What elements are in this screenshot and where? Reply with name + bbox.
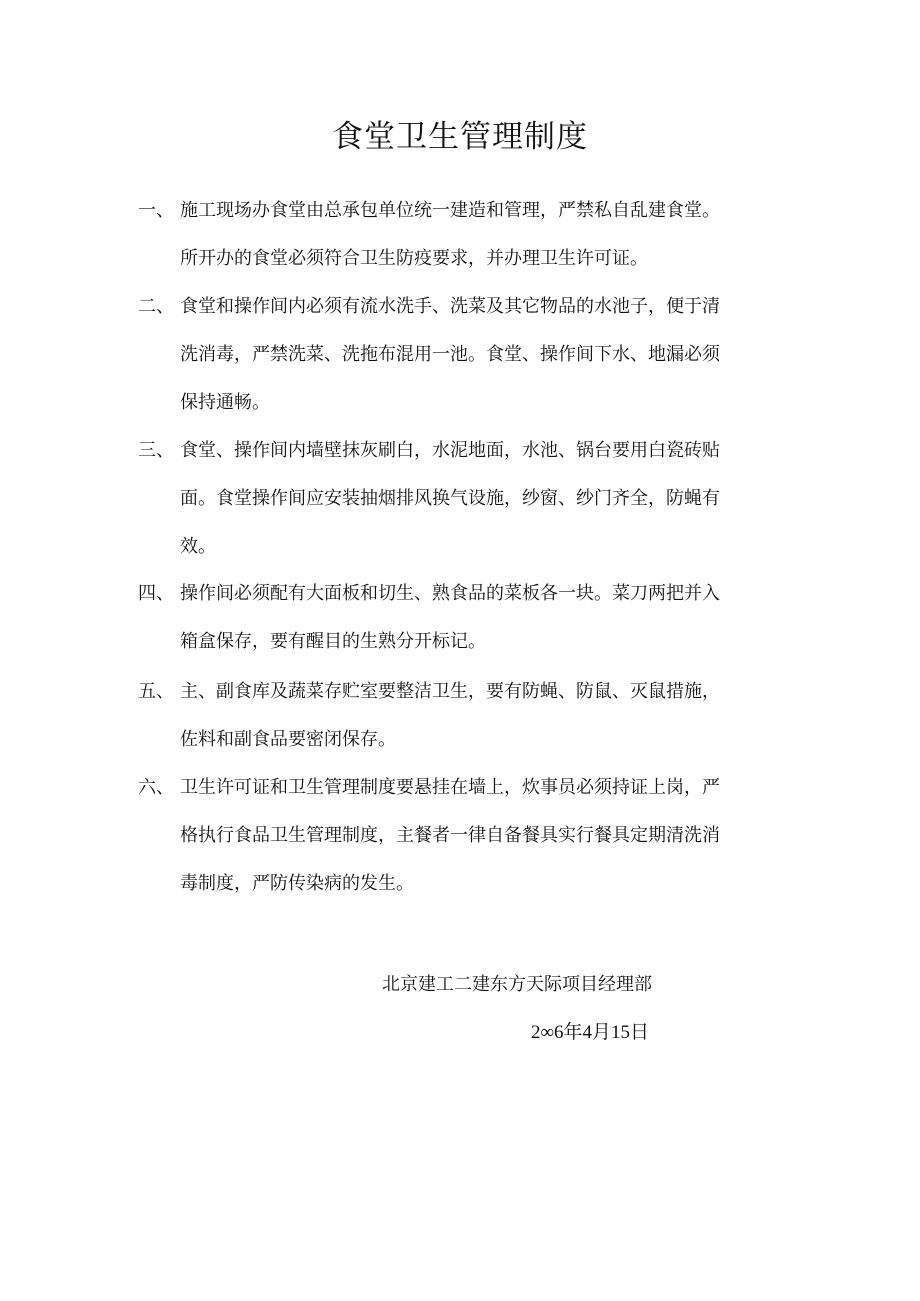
clause-line: 佐料和副食品要密闭保存。: [180, 729, 396, 750]
issue-date: 2∞6年4月15日: [531, 1022, 650, 1043]
clause-5: [138, 668, 794, 764]
clause-text: 主、副食库及蔬菜存贮室要整洁卫生，要有防蝇、防鼠、灭鼠措施，: [180, 681, 720, 702]
issuer-signature: 北京建工二建东方天际项目经理部: [382, 974, 652, 995]
clause-text: 施工现场办食堂由总承包单位统一建造和管理，严禁私自乱建食堂。: [180, 200, 720, 221]
clause-marker: 一、: [138, 200, 174, 221]
clause-marker: 四、: [138, 583, 174, 604]
clause-marker: 二、: [138, 296, 174, 317]
clause-line: [138, 427, 794, 475]
clause-marker: 六、: [138, 777, 174, 798]
clause-line: 箱盒保存，要有醒目的生熟分开标记。: [180, 631, 486, 652]
clause-1: [138, 187, 794, 283]
clause-line: 面。食堂操作间应安装抽烟排风换气设施，纱窗、纱门齐全，防蝇有: [180, 488, 720, 509]
clause-text: 卫生许可证和卫生管理制度要悬挂在墙上，炊事员必须持证上岗，严: [180, 777, 720, 798]
document-title: 食堂卫生管理制度: [332, 119, 588, 155]
clause-line: [138, 764, 794, 812]
clause-text: 食堂、操作间内墙壁抹灰刷白，水泥地面，水池、锅台要用白瓷砖贴: [180, 440, 720, 461]
clause-line: 洗消毒，严禁洗菜、洗拖布混用一池。食堂、操作间下水、地漏必须: [180, 344, 720, 365]
clause-4: [138, 570, 794, 666]
clause-text: 操作间必须配有大面板和切生、熟食品的菜板各一块。菜刀两把并入: [180, 583, 720, 604]
clause-3: [138, 427, 794, 571]
clause-2: [138, 283, 794, 427]
clause-line: 毒制度，严防传染病的发生。: [180, 873, 414, 894]
clause-marker: 五、: [138, 681, 174, 702]
clause-line: [138, 570, 794, 618]
clause-line: 效。: [180, 536, 216, 557]
clause-6: [138, 764, 794, 908]
clause-line: [138, 187, 794, 235]
clause-marker: 三、: [138, 440, 174, 461]
clause-line: 保持通畅。: [180, 392, 270, 413]
clause-line: [138, 283, 794, 331]
clause-line: 所开办的食堂必须符合卫生防疫要求，并办理卫生许可证。: [180, 248, 648, 269]
clause-text: 食堂和操作间内必须有流水洗手、洗菜及其它物品的水池子，便于清: [180, 296, 720, 317]
clause-line: [138, 668, 794, 716]
clause-line: 格执行食品卫生管理制度，主餐者一律自备餐具实行餐具定期清洗消: [180, 825, 720, 846]
